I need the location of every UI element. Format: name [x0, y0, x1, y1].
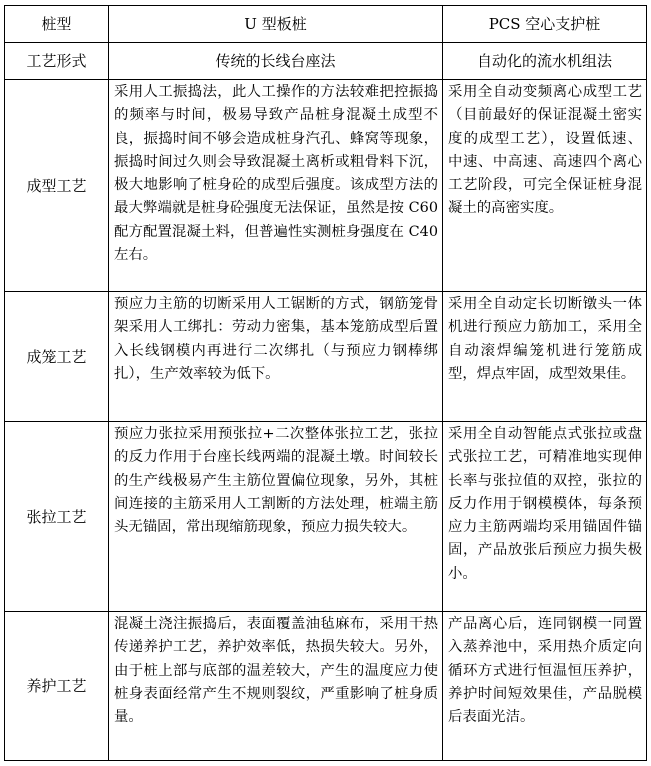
row-label: 张拉工艺 [5, 422, 109, 612]
cell-pcs-pile: 采用全自动智能点式张拉或盘式张拉工艺，可精准地实现伸长率与张拉值的双控，张拉的反力作用于钢模模体，每条预应力主筋两端均采用锚固件锚固，产品放张后预应力损失极小。 [443, 422, 647, 612]
table-row [5, 612, 647, 761]
header-u-pile: U 型板桩 [109, 6, 443, 43]
row-label: 工艺形式 [5, 43, 109, 80]
row-label: 养护工艺 [5, 612, 109, 761]
cell-u-pile: 传统的长线台座法 [109, 43, 443, 80]
header-pcs-pile: PCS 空心支护桩 [443, 6, 647, 43]
cell-u-pile: 预应力张拉采用预张拉+二次整体张拉工艺，张拉的反力作用于台座长线两端的混凝土墩。时间较长的生产线极易产生主筋位置偏位现象，另外，其桩间连接的主筋采用人工割断的方法处理，桩端主筋头无锚固，常出现缩筋现象，预应力损失较大。 [109, 422, 443, 612]
cell-u-pile: 混凝土浇注振捣后，表面覆盖油毡麻布，采用干热传递养护工艺，养护效率低，热损失较大。另外，由于桩上部与底部的温差较大，产生的温度应力使桩身表面经常产生不规则裂纹，严重影响了桩身质量。 [109, 612, 443, 761]
table-row [5, 422, 647, 612]
cell-u-pile: 采用人工振捣法，此人工操作的方法较难把控振捣的频率与时间，极易导致产品桩身混凝土成型不良，振捣时间不够会造成桩身汽孔、蜂窝等现象，振捣时间过久则会导致混凝土离析或粗骨料下沉，极大地影响了桩身砼的成型后强度。该成型方法的最大弊端就是桩身砼强度无法保证，虽然是按 C60 配方配置混凝土料，但普遍性实测桩身强度在 C40 左右。 [109, 80, 443, 292]
cell-u-pile: 预应力主筋的切断采用人工锯断的方式，钢筋笼骨架采用人工绑扎：劳动力密集，基本笼筋成型后置入长线钢模内再进行二次绑扎（与预应力钢棒绑扎），生产效率较为低下。 [109, 292, 443, 422]
cell-pcs-pile: 采用全自动定长切断镦头一体机进行预应力筋加工，采用全自动滚焊编笼机进行笼筋成型，焊点牢固，成型效果佳。 [443, 292, 647, 422]
row-label: 成型工艺 [5, 80, 109, 292]
table-row [5, 292, 647, 422]
cell-pcs-pile: 产品离心后，连同钢模一同置入蒸养池中，采用热介质定向循环方式进行恒温恒压养护，养护时间短效果佳，产品脱模后表面光洁。 [443, 612, 647, 761]
row-label: 成笼工艺 [5, 292, 109, 422]
cell-pcs-pile: 自动化的流水机组法 [443, 43, 647, 80]
table-header-row [5, 6, 647, 43]
table-row [5, 43, 647, 80]
cell-pcs-pile: 采用全自动变频离心成型工艺（目前最好的保证混凝土密实度的成型工艺），设置低速、中速、中高速、高速四个离心工艺阶段，可完全保证桩身混凝土的高密实度。 [443, 80, 647, 292]
comparison-table [4, 5, 647, 761]
header-pile-type: 桩型 [5, 6, 109, 43]
table-row [5, 80, 647, 292]
